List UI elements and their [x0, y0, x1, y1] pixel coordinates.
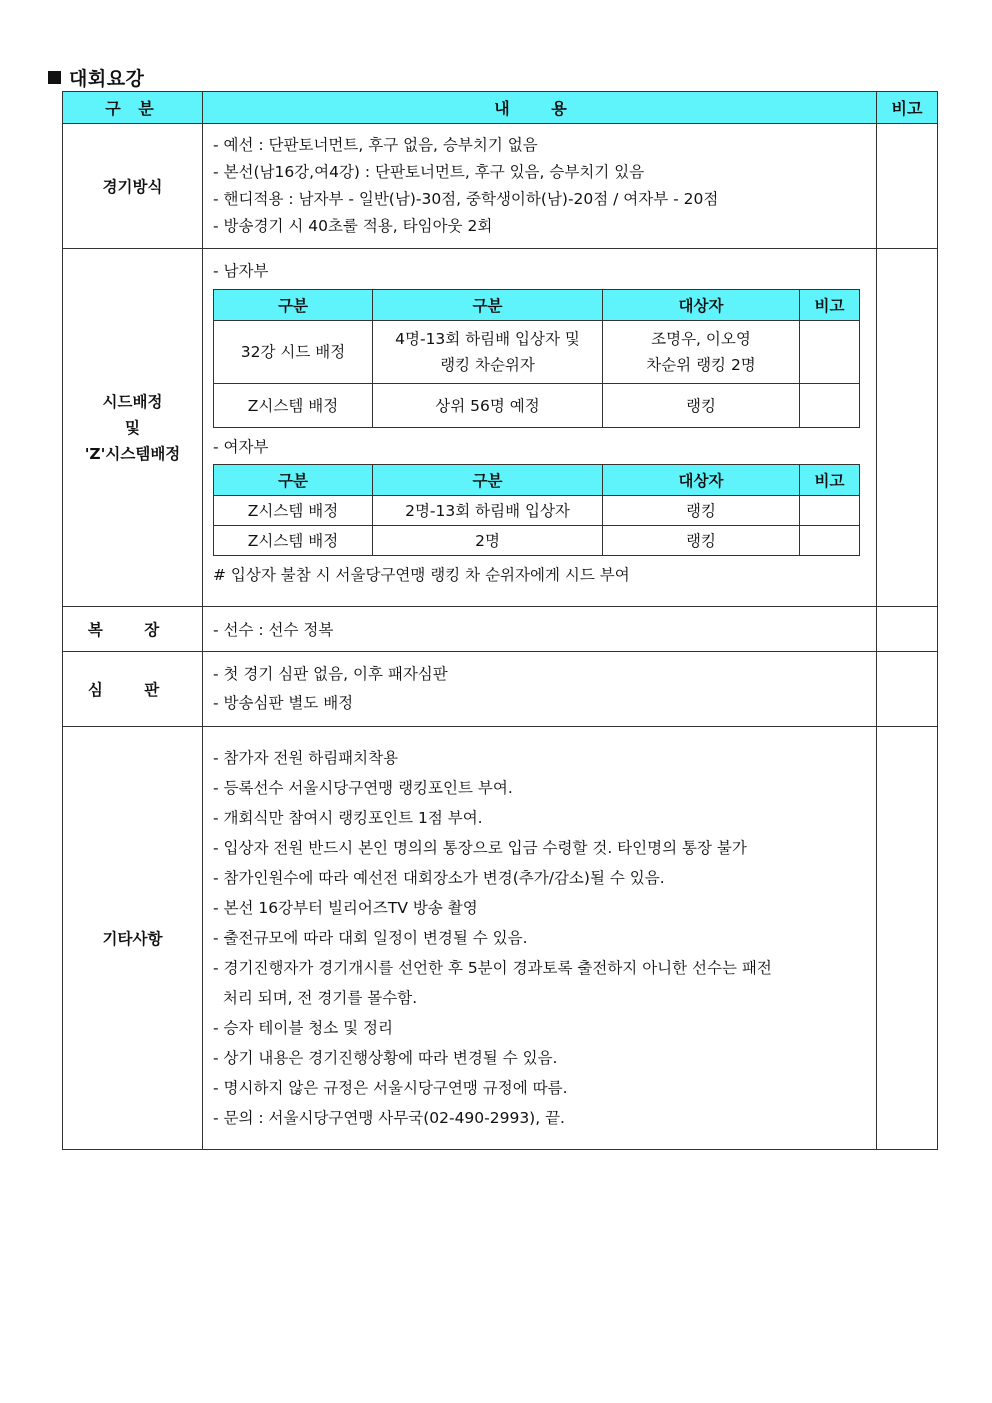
row-label-seed: 시드배정 및 'Z'시스템배정 — [63, 249, 203, 607]
row-label-etc: 기타사항 — [63, 727, 203, 1150]
format-line: - 핸디적용 : 남자부 - 일반(남)-30점, 중학생이하(남)-20점 / 여자부 - 20점 — [213, 190, 719, 208]
men-section-title: - 남자부 — [213, 262, 269, 280]
etc-line: - 본선 16강부터 빌리어즈TV 방송 촬영 — [213, 899, 478, 917]
etc-line: - 승자 테이블 청소 및 정리 — [213, 1019, 393, 1037]
etc-line: - 문의 : 서울시당구연맹 사무국(02-490-2993), 끝. — [213, 1109, 565, 1127]
referee-line: - 방송심판 별도 배정 — [213, 694, 354, 712]
women-section-title: - 여자부 — [213, 438, 269, 456]
row-label-attire: 복 장 — [63, 607, 203, 652]
etc-line: - 개회식만 참여시 랭킹포인트 1점 부여. — [213, 809, 483, 827]
row-content-attire — [203, 607, 877, 652]
header-remarks: 비고 — [877, 92, 938, 124]
row-remarks-attire — [877, 607, 938, 652]
men-seed-table — [213, 289, 860, 428]
etc-line: - 참가자 전원 하림패치착용 — [213, 749, 399, 767]
header-category: 구 분 — [63, 92, 203, 124]
table-row: 32강 시드 배정 4명-13회 하림배 입상자 및 랭킹 차순위자 조명우, 이오영 차순위 랭킹 2명 — [214, 321, 860, 384]
competition-table — [62, 91, 938, 1150]
table-row: Z시스템 배정 상위 56명 예정 랭킹 — [214, 384, 860, 428]
etc-line: - 명시하지 않은 규정은 서울시당구연맹 규정에 따름. — [213, 1079, 568, 1097]
etc-line: 처리 되며, 전 경기를 몰수함. — [213, 989, 418, 1007]
seed-note: # 입상자 불참 시 서울당구연맹 랭킹 차 순위자에게 시드 부여 — [213, 566, 630, 584]
men-table-header: 구분 구분 대상자 비고 — [214, 290, 860, 321]
etc-line: - 출전규모에 따라 대회 일정이 변경될 수 있음. — [213, 929, 528, 947]
row-label-referee: 심 판 — [63, 652, 203, 727]
section-title-text: 대회요강 — [69, 68, 145, 90]
women-seed-table — [213, 464, 860, 556]
format-line: - 예선 : 단판토너먼트, 후구 없음, 승부치기 없음 — [213, 136, 538, 154]
row-attire — [63, 607, 938, 652]
attire-line: - 선수 : 선수 정복 — [213, 621, 334, 639]
section-title — [48, 64, 144, 91]
row-remarks-referee — [877, 652, 938, 727]
row-referee — [63, 652, 938, 727]
format-line: - 방송경기 시 40초룰 적용, 타임아웃 2회 — [213, 217, 493, 235]
format-line: - 본선(남16강,여4강) : 단판토너먼트, 후구 있음, 승부치기 있음 — [213, 163, 645, 181]
table-header-row — [63, 92, 938, 124]
etc-line: - 등록선수 서울시당구연맹 랭킹포인트 부여. — [213, 779, 513, 797]
square-bullet-icon — [48, 71, 61, 84]
row-format — [63, 124, 938, 249]
women-table-header: 구분 구분 대상자 비고 — [214, 465, 860, 496]
etc-line: - 입상자 전원 반드시 본인 명의의 통장으로 입금 수령할 것. 타인명의 통장 불가 — [213, 839, 747, 857]
row-seed — [63, 249, 938, 607]
row-remarks-etc — [877, 727, 938, 1150]
row-content-referee — [203, 652, 877, 727]
header-content: 내 용 — [203, 92, 877, 124]
row-remarks-format — [877, 124, 938, 249]
row-label-format: 경기방식 — [63, 124, 203, 249]
table-row: Z시스템 배정 2명-13회 하림배 입상자 랭킹 — [214, 496, 860, 526]
row-remarks-seed — [877, 249, 938, 607]
etc-line: - 참가인원수에 따라 예선전 대회장소가 변경(추가/감소)될 수 있음. — [213, 869, 665, 887]
referee-line: - 첫 경기 심판 없음, 이후 패자심판 — [213, 665, 448, 683]
row-content-format — [203, 124, 877, 249]
row-content-etc — [203, 727, 877, 1150]
etc-line: - 상기 내용은 경기진행상황에 따라 변경될 수 있음. — [213, 1049, 558, 1067]
row-etc — [63, 727, 938, 1150]
etc-line: - 경기진행자가 경기개시를 선언한 후 5분이 경과토록 출전하지 아니한 선수는 패전 — [213, 959, 772, 977]
table-row: Z시스템 배정 2명 랭킹 — [214, 526, 860, 556]
row-content-seed — [203, 249, 877, 607]
